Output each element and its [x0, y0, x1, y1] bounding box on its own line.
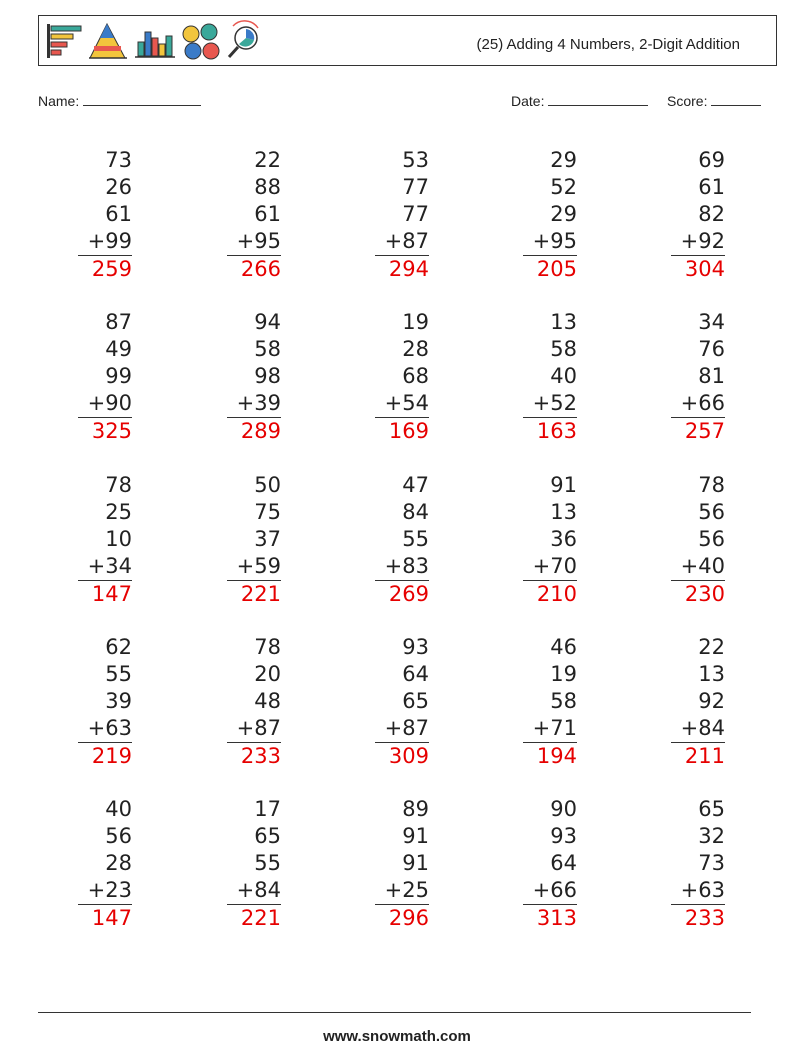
problem	[375, 309, 429, 445]
addend-with-plus: +59	[227, 553, 281, 581]
addend: 39	[105, 689, 132, 713]
addend: 47	[402, 473, 429, 497]
problem	[78, 309, 132, 445]
answer: 257	[684, 419, 725, 443]
addend: 91	[402, 824, 429, 848]
addend-with-plus: +90	[78, 390, 132, 418]
addend: 50	[254, 473, 281, 497]
addend-with-plus: +99	[78, 228, 132, 256]
score-label: Score:	[667, 93, 708, 109]
addend: 75	[254, 500, 281, 524]
addend-with-plus: +95	[227, 228, 281, 256]
answer: 266	[240, 257, 281, 281]
addend: 87	[105, 310, 132, 334]
addend: 92	[698, 689, 725, 713]
header-box	[38, 15, 777, 66]
problem	[78, 796, 132, 932]
name-label: Name:	[38, 93, 80, 109]
addend: 22	[698, 635, 725, 659]
addend-with-plus: +83	[375, 553, 429, 581]
addend: 13	[698, 662, 725, 686]
problem	[523, 796, 577, 932]
addend: 98	[254, 364, 281, 388]
addend: 91	[550, 473, 577, 497]
addend: 17	[254, 797, 281, 821]
addend-with-plus: +87	[375, 228, 429, 256]
answer: 269	[388, 582, 429, 606]
addend: 34	[698, 310, 725, 334]
addend: 78	[698, 473, 725, 497]
problem	[78, 634, 132, 770]
addend-with-plus: +71	[523, 715, 577, 743]
addend: 55	[402, 527, 429, 551]
name-blank[interactable]	[83, 93, 201, 106]
addend: 62	[105, 635, 132, 659]
addend: 73	[105, 148, 132, 172]
answer: 259	[91, 257, 132, 281]
problem	[78, 147, 132, 283]
answer: 147	[91, 582, 132, 606]
addend-with-plus: +40	[671, 553, 725, 581]
addend: 13	[550, 500, 577, 524]
addend: 55	[105, 662, 132, 686]
addend: 46	[550, 635, 577, 659]
addend: 20	[254, 662, 281, 686]
answer: 289	[240, 419, 281, 443]
addend: 37	[254, 527, 281, 551]
answer: 313	[536, 906, 577, 930]
problem	[78, 472, 132, 608]
number-bubbles-icon	[183, 24, 219, 59]
addend-with-plus: +23	[78, 877, 132, 905]
addend: 58	[550, 337, 577, 361]
answer: 233	[684, 906, 725, 930]
addend-with-plus: +84	[671, 715, 725, 743]
addend: 76	[698, 337, 725, 361]
answer: 205	[536, 257, 577, 281]
addend: 94	[254, 310, 281, 334]
addend: 64	[402, 662, 429, 686]
answer: 233	[240, 744, 281, 768]
answer: 163	[536, 419, 577, 443]
addend: 89	[402, 797, 429, 821]
bar-chart-icon	[47, 24, 81, 58]
addend-with-plus: +66	[523, 877, 577, 905]
addend: 49	[105, 337, 132, 361]
answer: 304	[684, 257, 725, 281]
addend-with-plus: +34	[78, 553, 132, 581]
problem	[671, 147, 725, 283]
worksheet-title: (25) Adding 4 Numbers, 2-Digit Addition	[476, 36, 740, 53]
addend: 84	[402, 500, 429, 524]
problem	[227, 796, 281, 932]
addend: 90	[550, 797, 577, 821]
addend: 65	[698, 797, 725, 821]
answer: 210	[536, 582, 577, 606]
column-chart-icon	[135, 32, 175, 57]
problem	[671, 634, 725, 770]
pyramid-icon	[89, 24, 127, 58]
addend: 56	[105, 824, 132, 848]
score-field[interactable]	[667, 93, 761, 109]
addend: 81	[698, 364, 725, 388]
problem	[227, 309, 281, 445]
answer: 211	[684, 744, 725, 768]
problem	[671, 472, 725, 608]
problem	[523, 472, 577, 608]
problem	[375, 796, 429, 932]
problem	[227, 472, 281, 608]
addend: 29	[550, 148, 577, 172]
addend: 93	[402, 635, 429, 659]
answer: 169	[388, 419, 429, 443]
addend: 65	[254, 824, 281, 848]
addend-with-plus: +84	[227, 877, 281, 905]
addend-with-plus: +70	[523, 553, 577, 581]
date-field[interactable]	[511, 93, 648, 109]
addend: 32	[698, 824, 725, 848]
addend: 55	[254, 851, 281, 875]
addend-with-plus: +25	[375, 877, 429, 905]
addend: 25	[105, 500, 132, 524]
date-label: Date:	[511, 93, 545, 109]
footer-site: www.snowmath.com	[323, 1028, 471, 1045]
addend: 61	[698, 175, 725, 199]
score-blank[interactable]	[711, 93, 761, 106]
addend: 26	[105, 175, 132, 199]
answer: 221	[240, 582, 281, 606]
addend: 29	[550, 202, 577, 226]
addend: 10	[105, 527, 132, 551]
addend: 99	[105, 364, 132, 388]
addend: 68	[402, 364, 429, 388]
addend-with-plus: +92	[671, 228, 725, 256]
problem	[671, 796, 725, 932]
problem	[227, 147, 281, 283]
problem	[523, 147, 577, 283]
addend: 78	[254, 635, 281, 659]
addend: 88	[254, 175, 281, 199]
addend: 40	[550, 364, 577, 388]
magnifier-chart-icon	[229, 21, 258, 57]
addend: 61	[254, 202, 281, 226]
addend-with-plus: +63	[78, 715, 132, 743]
addend: 19	[402, 310, 429, 334]
answer: 296	[388, 906, 429, 930]
addend-with-plus: +66	[671, 390, 725, 418]
name-field[interactable]	[38, 93, 201, 109]
answer: 230	[684, 582, 725, 606]
addend: 40	[105, 797, 132, 821]
addend: 65	[402, 689, 429, 713]
answer: 325	[91, 419, 132, 443]
problem	[375, 472, 429, 608]
answer: 294	[388, 257, 429, 281]
addend-with-plus: +87	[227, 715, 281, 743]
addend: 56	[698, 527, 725, 551]
addend-with-plus: +87	[375, 715, 429, 743]
addend: 91	[402, 851, 429, 875]
addend: 28	[402, 337, 429, 361]
addend: 61	[105, 202, 132, 226]
answer: 194	[536, 744, 577, 768]
addend: 28	[105, 851, 132, 875]
addend: 93	[550, 824, 577, 848]
addend: 56	[698, 500, 725, 524]
addend: 53	[402, 148, 429, 172]
addend: 69	[698, 148, 725, 172]
problem	[375, 634, 429, 770]
addend: 58	[254, 337, 281, 361]
addend: 22	[254, 148, 281, 172]
addend: 77	[402, 175, 429, 199]
problem	[523, 309, 577, 445]
addend: 73	[698, 851, 725, 875]
addend: 36	[550, 527, 577, 551]
addend: 13	[550, 310, 577, 334]
addend-with-plus: +39	[227, 390, 281, 418]
problem	[523, 634, 577, 770]
addend: 77	[402, 202, 429, 226]
addend: 78	[105, 473, 132, 497]
problem	[671, 309, 725, 445]
footer-divider	[38, 1012, 751, 1013]
addend: 19	[550, 662, 577, 686]
addend: 48	[254, 689, 281, 713]
addend: 64	[550, 851, 577, 875]
answer: 219	[91, 744, 132, 768]
addend-with-plus: +63	[671, 877, 725, 905]
addend-with-plus: +54	[375, 390, 429, 418]
problem	[227, 634, 281, 770]
addend: 52	[550, 175, 577, 199]
answer: 147	[91, 906, 132, 930]
addend-with-plus: +52	[523, 390, 577, 418]
addend: 82	[698, 202, 725, 226]
addend: 58	[550, 689, 577, 713]
problem	[375, 147, 429, 283]
answer: 221	[240, 906, 281, 930]
addend-with-plus: +95	[523, 228, 577, 256]
answer: 309	[388, 744, 429, 768]
logo-icons	[45, 20, 260, 62]
date-blank[interactable]	[548, 93, 648, 106]
